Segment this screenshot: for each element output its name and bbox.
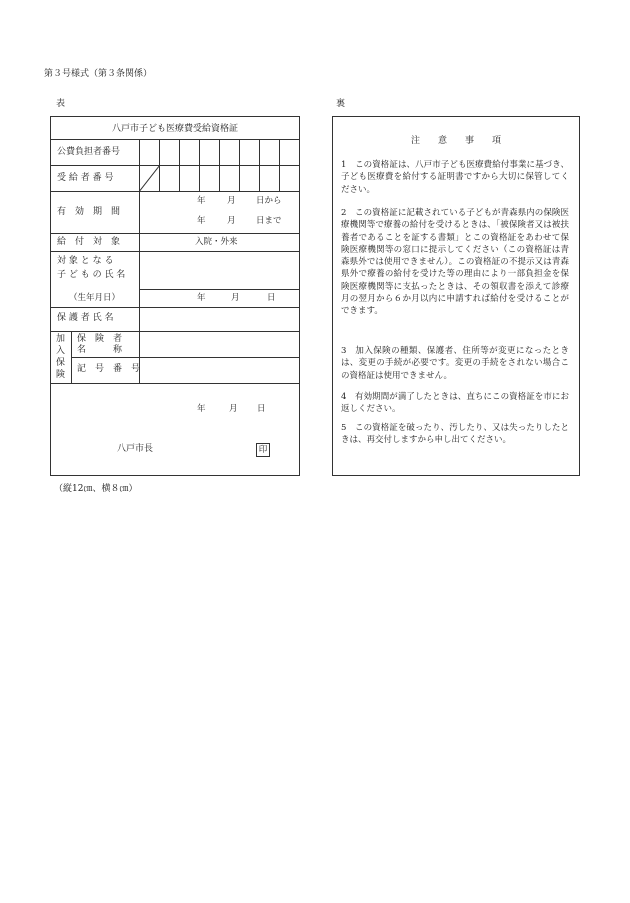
insurance-group-char: 険 — [56, 370, 66, 380]
digit-cell-divider — [219, 139, 220, 191]
insurance-group-char: 保 — [56, 358, 66, 368]
back-side-label: 裏 — [336, 99, 346, 109]
validity-to-year: 年 — [197, 216, 206, 226]
back-card — [332, 116, 580, 476]
digit-cell-divider — [259, 139, 260, 191]
issue-day: 日 — [257, 404, 266, 414]
validity-to-month: 月 — [227, 216, 236, 226]
insurance-group-char: 加 — [56, 334, 66, 344]
note-number: 5 — [341, 423, 347, 433]
note-text: この資格証は、八戸市子ども医療費給付事業に基づき、子ども医療費を給付する証明書ですから大切に保管してください。 — [341, 160, 569, 195]
validity-label: 有 効 期 間 — [57, 207, 121, 217]
insurer-label-line1: 保 険 者 — [77, 334, 123, 344]
validity-from-year: 年 — [197, 196, 206, 206]
row-divider — [51, 251, 299, 252]
validity-from-day: 日から — [256, 196, 282, 206]
front-side-label: 表 — [56, 99, 66, 109]
benefit-target-label: 給 付 対 象 — [57, 237, 121, 247]
birthdate-label: （生年月日） — [69, 293, 121, 303]
note-text: 加入保険の種類、保護者、住所等が変更になったときは、変更の手続が必要です。変更の手続をされない場合この資格証は使用できません。 — [341, 346, 569, 381]
row-divider — [51, 139, 299, 140]
child-name-label-line1: 対 象 と な る — [57, 256, 114, 266]
symbol-number-label: 記 号 番 号 — [77, 364, 141, 374]
payer-number-label: 公費負担者番号 — [57, 147, 121, 157]
notes-title: 注 意 事 項 — [410, 136, 501, 146]
label-divider — [139, 307, 140, 331]
note-number: 2 — [341, 208, 347, 218]
validity-from-month: 月 — [227, 196, 236, 206]
benefit-target-value: 入院・外来 — [195, 237, 238, 247]
note-number: 3 — [341, 346, 347, 356]
insurance-group-divider — [71, 331, 72, 383]
note-text: この資格証を破ったり、汚したり、又は失ったりしたときは、再交付しますから申し出てください。 — [341, 423, 569, 446]
guardian-name-label: 保 護 者 氏 名 — [57, 313, 114, 323]
birthdate-month: 月 — [231, 293, 240, 303]
birthdate-year: 年 — [197, 293, 206, 303]
form-number-label: 第３号様式（第３条関係） — [44, 69, 153, 79]
row-divider — [51, 383, 299, 384]
row-divider — [51, 331, 299, 332]
front-card — [50, 116, 300, 476]
child-name-label-line2: 子 ど も の 氏 名 — [57, 270, 126, 280]
note-number: 4 — [341, 392, 347, 402]
validity-to-day: 日まで — [256, 216, 282, 226]
label-divider — [139, 139, 140, 307]
note-item — [341, 159, 569, 196]
insurer-label-line2: 名 称 — [77, 345, 123, 355]
note-text: この資格証に記載されている子どもが青森県内の保険医療機関等で療養の給付を受けるときは、「被保険者又は被扶養者であることを証する書類」とこの資格証をあわせて保険医療機関等の窓口に提示してください（この資格証は青森県外では使用できません）。この資格証の不提示又は青森県外で療養の給付を受けた等の理由により一部負担金を保険医療機関等に支払ったときは、その領収書を添えて診療月の翌月から６か月以内に申請すれば給付を受けることができます。 — [341, 208, 569, 317]
recipient-cell-diagonal — [139, 165, 160, 192]
seal-mark: 印 — [256, 443, 270, 457]
row-divider — [51, 233, 299, 234]
insurance-group-char: 入 — [56, 346, 66, 356]
digit-cell-divider — [239, 139, 240, 191]
issue-year: 年 — [197, 404, 206, 414]
size-note: （縦12㎝、横８㎝） — [54, 484, 138, 494]
digit-cell-divider — [279, 139, 280, 191]
issuer-name: 八戸市長 — [117, 444, 154, 454]
note-item — [341, 422, 569, 447]
note-item — [341, 391, 569, 416]
recipient-number-label: 受 給 者 番 号 — [57, 173, 114, 183]
issue-month: 月 — [229, 404, 238, 414]
note-number: 1 — [341, 160, 347, 170]
digit-cell-divider — [179, 139, 180, 191]
row-divider — [139, 289, 299, 290]
label-divider — [139, 331, 140, 383]
row-divider — [51, 307, 299, 308]
note-text: 有効期間が満了したときは、直ちにこの資格証を市にお返しください。 — [341, 392, 569, 415]
birthdate-day: 日 — [267, 293, 276, 303]
digit-cell-divider — [199, 139, 200, 191]
card-title: 八戸市子ども医療費受給資格証 — [111, 124, 238, 134]
row-divider — [71, 357, 299, 358]
row-divider — [51, 191, 299, 192]
note-item — [341, 345, 569, 382]
note-item — [341, 207, 569, 318]
row-divider — [51, 165, 299, 166]
